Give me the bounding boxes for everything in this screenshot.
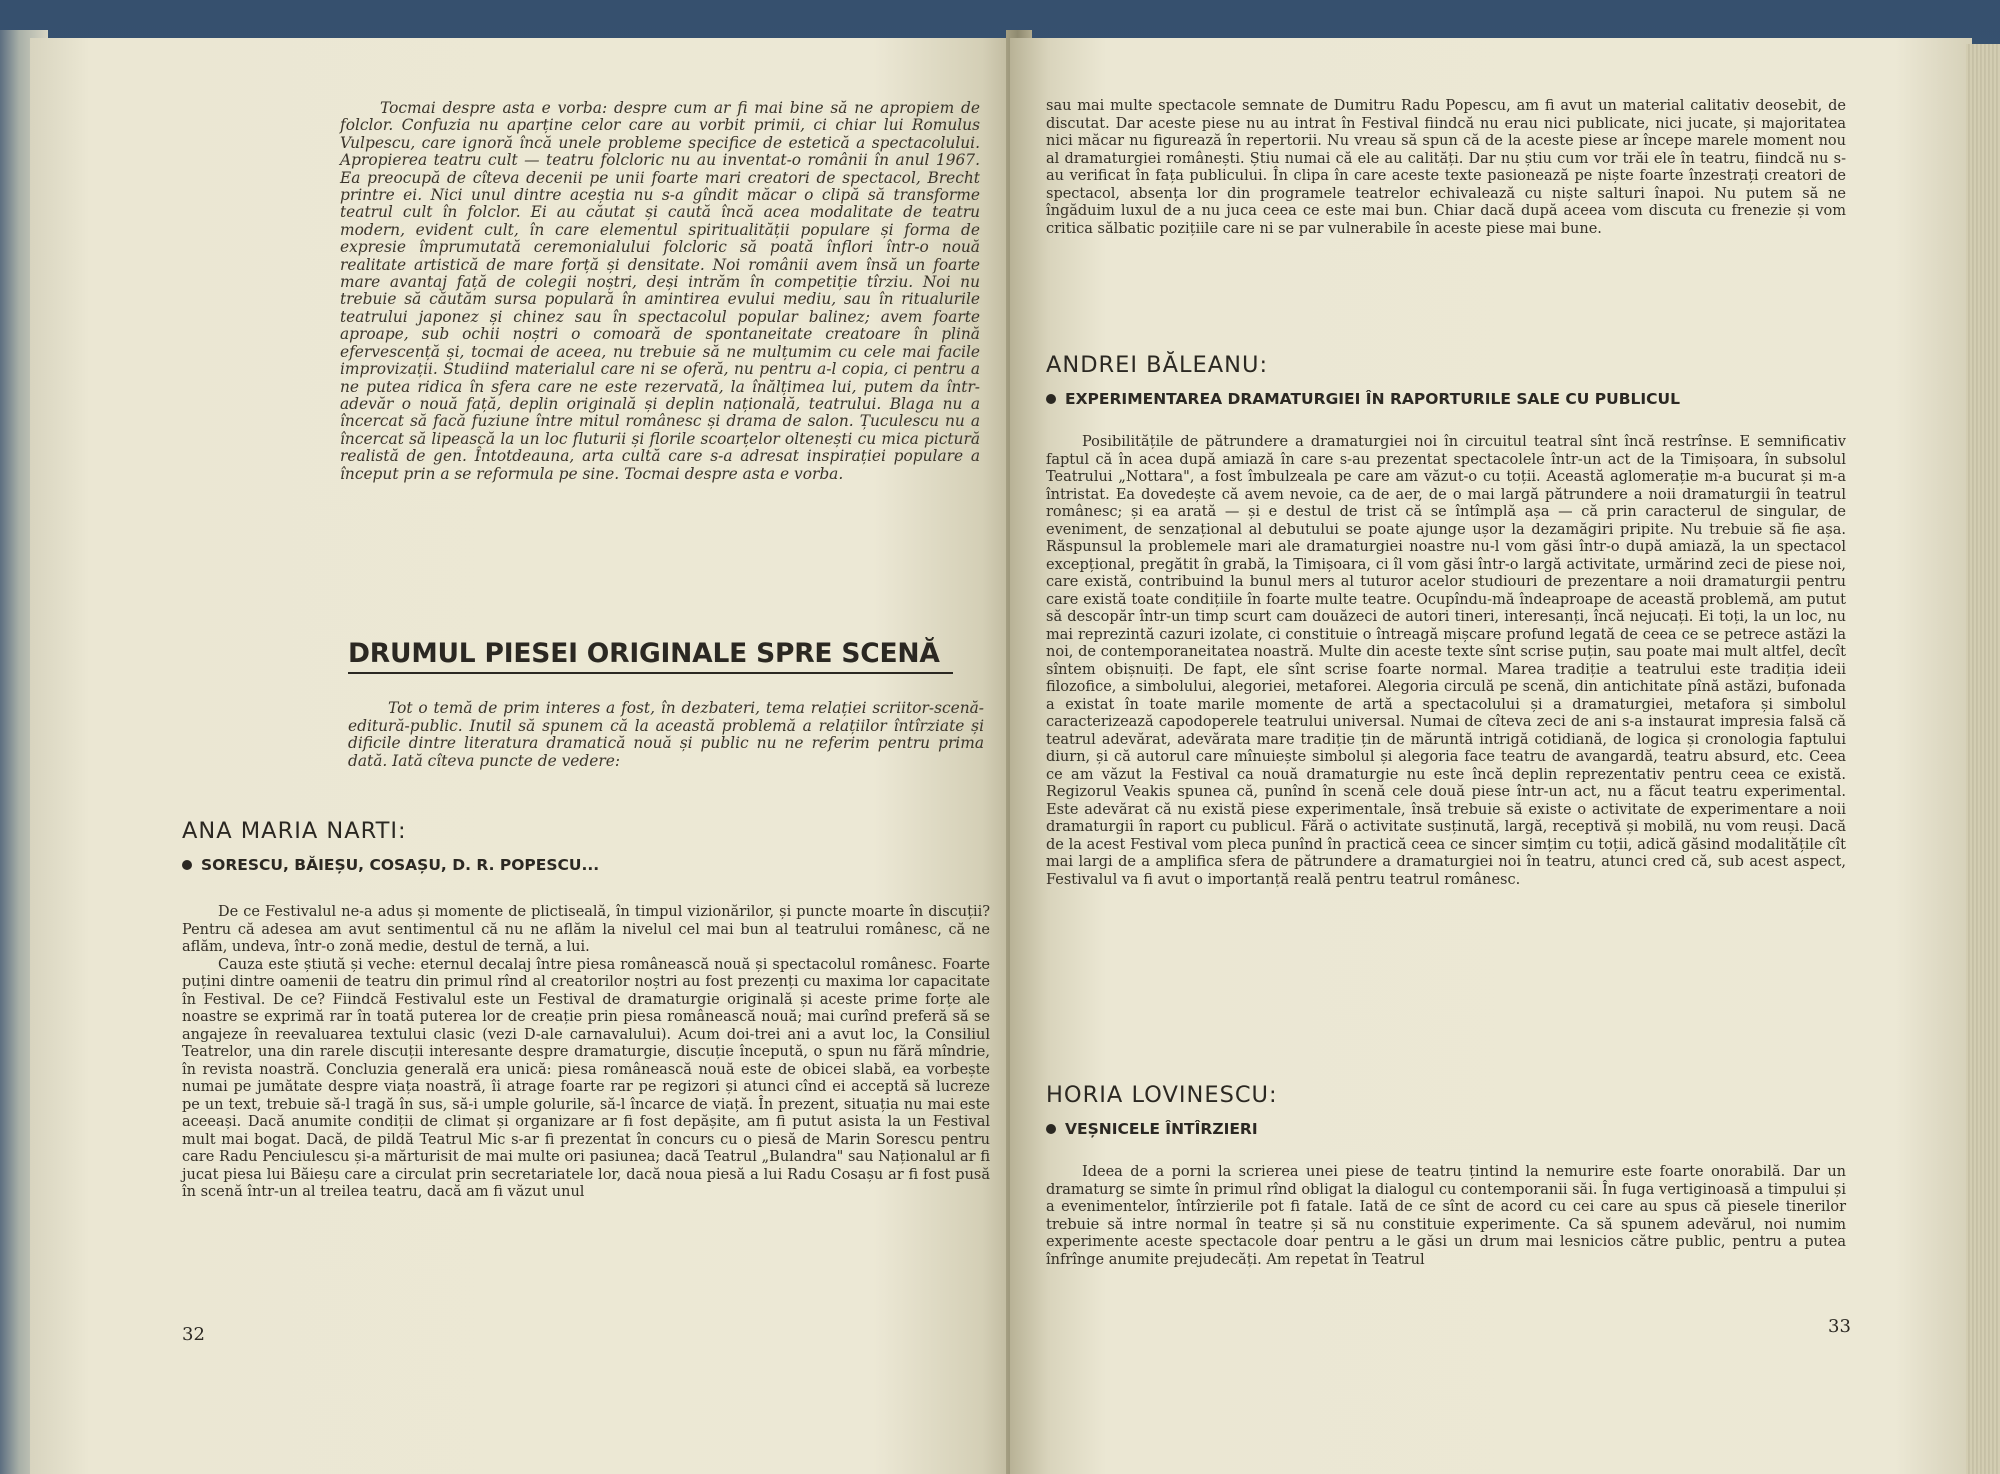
article-body-continued bbox=[1046, 98, 1846, 238]
page-number: 33 bbox=[1828, 1316, 1851, 1337]
subheading bbox=[1046, 1120, 1846, 1138]
right-page bbox=[1010, 38, 1972, 1474]
subheading bbox=[1046, 390, 1866, 408]
section-intro: Tot o temă de prim interes a fost, în dezbateri, tema relației scriitor-scenă-editură-public. Inutil să spunem că la această problemă a relațiilor întîrziate și dificile dintre literatura dramatică nouă și public nu ne referim pentru prima dată. Iată cîteva puncte de vedere: bbox=[348, 699, 984, 770]
article-body bbox=[182, 904, 990, 1202]
paragraph: Ideea de a porni la scrierea unei piese de teatru țintind la nemurire este foarte onorabilă. Dar un dramaturg se simte în primul rînd obligat la dialogul cu contemporanii săi. În fuga vertiginoasă a timpului și a evenimentelor, întîrzierile pot fi fatale. Iată de ce sînt de acord cu cei care au spus că piesele tinerilor trebuie să intre normal în teatre și să nu constituie experimente. Ca să spunem adevărul, noi numim experimente aceste spectacole doar pentru a le găsi un drum mai lesnicios către public, pentru a putea înfrînge anumite prejudecăți. Am repetat în Teatrul bbox=[1046, 1164, 1846, 1268]
author-heading: HORIA LOVINESCU: bbox=[1046, 1082, 1278, 1108]
bullet-icon bbox=[1046, 1124, 1056, 1134]
page-number: 32 bbox=[182, 1324, 205, 1345]
subheading-text: EXPERIMENTAREA DRAMATURGIEI ÎN RAPORTURILE SALE CU PUBLICUL bbox=[1065, 390, 1680, 408]
section-title: DRUMUL PIESEI ORIGINALE SPRE SCENĂ bbox=[348, 638, 953, 674]
article-body bbox=[1046, 434, 1846, 889]
author-heading: ANDREI BĂLEANU: bbox=[1046, 352, 1269, 378]
author-heading: ANA MARIA NARTI: bbox=[182, 818, 407, 844]
paragraph: Posibilitățile de pătrundere a dramaturgiei noi în circuitul teatral sînt încă restrînse. E semnificativ faptul că în acea după amiază în care s-au prezentat spectacolele într-un act de la Timișoara, în subsolul Teatrului „Nottara", a fost îmbulzeala pe care am văzut-o cu toții. Această aglomerație m-a bucurat și m-a întristat. Ea dovedește că avem nevoie, ca de aer, de o mai largă pătrundere a noii dramaturgii în teatrul românesc; și ea arată — și e destul de trist că se întîmplă așa — că prin caracterul de singular, de eveniment, de senzațional al debutului se poate ajunge ușor la dezamăgiri pripite. Nu trebuie să fie așa. Răspunsul la problemele mari ale dramaturgiei noastre nu-l vom găsi într-o după amiază, la un spectacol excepțional, pregătit în grabă, la Timișoara, ci îl vom găsi într-o largă activitate, urmărind zeci de piese noi, care există, contribuind la bunul mers al tuturor acelor studiouri de prezentare a noii dramaturgii pentru care există toate condițiile în foarte multe teatre. Ocupîndu-mă îndeaproape de această problemă, am putut să descopăr într-un timp scurt cam douăzeci de autori tineri, interesanți, încă nejucați. Ei toți, la un loc, nu mai reprezintă cazuri izolate, ci constituie o întreagă mișcare profund legată de ceea ce se petrece astăzi la noi, de contemporaneitatea noastră. Multe din aceste texte sînt scrise puțin, sau poate mai mult altfel, decît sîntem obișnuiți. De fapt, ele sînt scrise foarte normal. Marea tradiție a teatrului este tradiția ideii filozofice, a simbolului, alegoriei, metaforei. Alegoria circulă pe scenă, din antichitate pînă astăzi, bufonada a existat în toate marile momente de artă a spectacolului și a dramaturgiei, metafora și simbolul caracterizează capodoperele teatrului universal. Numai de cîteva zeci de ani s-a instaurat impresia falsă că teatrul adevărat, adevărata mare tradiție țin de măruntă intrigă cotidiană, de logica și cronologia faptului diurn, și că autorul care mînuiește simbolul și alegoria face teatru de avangardă, teatru absurd, etc. Ceea ce am văzut la Festival ca nouă dramaturgie nu este încă deplin reprezentativ pentru ceea ce există. Regizorul Veakis spunea că, punînd în scenă cele două piese într-un act, nu a făcut teatru experimental. Este adevărat că nu există piese experimentale, însă trebuie să existe o activitate de experimentare a noii dramaturgii în raport cu publicul. Fără o activitate susținută, largă, receptivă și mobilă, nu vom reuși. Dacă de la acest Festival vom pleca punînd în practică ceea ce sincer simțim cu toții, adică găsind modalitățile cît mai largi de a amplifica sfera de pătrundere a dramaturgiei noi în teatru, atunci cred că, sub acest aspect, Festivalul va fi avut o importanță reală pentru teatrul românesc. bbox=[1046, 434, 1846, 888]
paragraph: Cauza este știută și veche: eternul decalaj între piesa românească nouă și spectacolul românesc. Foarte puțini dintre oamenii de teatru din primul rînd al creatorilor noștri au fost prezenți cu maxima lor capacitate în Festival. De ce? Fiindcă Festivalul este un Festival de dramaturgie originală și aceste prime forțe ale noastre se exprimă rar în toată puterea lor de creație prin piesa românească nouă; mai curînd preferă să se angajeze în reevaluarea textului clasic (vezi D-ale carnavalului). Acum doi-trei ani a avut loc, la Consiliul Teatrelor, una din rarele discuții interesante despre dramaturgie, discuție începută, o spun nu fără mîndrie, în revista noastră. Concluzia generală era unică: piesa românească nouă este de obicei slabă, ea vorbește numai pe jumătate despre viața noastră, îi atrage foarte rar pe regizori și atunci cînd ei acceptă să lucreze pe un text, trebuie să-l tragă în sus, să-i umple golurile, să-l încarce de viață. În prezent, situația nu mai este aceeași. Dacă anumite condiții de climat și organizare ar fi fost depășite, am fi putut asista la un Festival mult mai bogat. Dacă, de pildă Teatrul Mic s-ar fi prezentat în concurs cu o piesă de Marin Sorescu pentru care Radu Penciulescu și-a mărturisit de mai multe ori pasiunea; dacă Teatrul „Bulandra" sau Naționalul ar fi jucat piesa lui Băieșu care a circulat prin secretariatele lor, dacă noua piesă a lui Radu Cosașu ar fi fost pusă în scenă într-un al treilea teatru, dacă am fi văzut unul bbox=[182, 956, 990, 1200]
left-page bbox=[30, 38, 1022, 1474]
paragraph: sau mai multe spectacole semnate de Dumitru Radu Popescu, am fi avut un material calitativ deosebit, de discutat. Dar aceste piese nu au intrat în Festival fiindcă nu erau nici publicate, nici jucate, și majoritatea nici măcar nu figurează în repertorii. Nu vreau să spun că de la aceste piese ar începe marele moment nou al dramaturgiei românești. Știu numai că ele au calități. Dar nu știu cum vor trăi ele în teatru, fiindcă nu s-au verificat în fața publicului. În clipa în care aceste texte pasionează pe niște foarte înzestrați creatori de spectacol, absența lor din programele teatrelor echivalează cu niște salturi înapoi. Nu putem să ne îngăduim luxul de a nu juca ceea ce este mai bun. Chiar dacă după aceea vom discuta cu frenezie și vom critica sălbatic pozițiile care ni se par vulnerabile în aceste piese mai bune. bbox=[1046, 98, 1846, 237]
subheading-text: SORESCU, BĂIEȘU, COSAȘU, D. R. POPESCU... bbox=[201, 856, 600, 874]
bullet-icon bbox=[1046, 394, 1056, 404]
page-edges bbox=[1966, 44, 2000, 1474]
paragraph: De ce Festivalul ne-a adus și momente de plictiseală, în timpul vizionărilor, și puncte moarte în discuții? Pentru că adesea am avut sentimentul că nu ne aflăm la nivelul cel mai bun al teatrului românesc, că ne aflăm, undeva, într-o zonă medie, destul de ternă, a lui. bbox=[182, 904, 990, 955]
subheading-text: VEȘNICELE ÎNTÎRZIERI bbox=[1065, 1120, 1258, 1138]
bullet-icon bbox=[182, 860, 192, 870]
article-body bbox=[1046, 1164, 1846, 1269]
subheading bbox=[182, 856, 962, 874]
intro-paragraph: Tocmai despre asta e vorba: despre cum ar fi mai bine să ne apropiem de folclor. Confuzia nu aparține celor care au vorbit primii, ci chiar lui Romulus Vulpescu, care ignoră încă unele probleme specifice de estetică a spectacolului. Apropierea teatru cult — teatru folcloric nu au inventat-o românii în anul 1967. Ea preocupă de cîteva decenii pe unii foarte mari creatori de spectacol, Brecht printre ei. Nici unul dintre aceștia nu s-a gîndit măcar o clipă să transforme teatrul cult în folclor. Ei au căutat și caută încă acea modalitate de teatru modern, evident cult, în care elementul spiritualității populare și forma de expresie împrumutată ceremonialului folcloric să poată înflori într-o nouă realitate artistică de mare forță și densitate. Noi românii avem însă un foarte mare avantaj față de colegii noștri, deși intrăm în competiție tîrziu. Noi nu trebuie să căutăm sursa populară în amintirea evului mediu, sau în ritualurile teatrului japonez și chinez sau în spectacolul popular balinez; avem foarte aproape, sub ochii noștri o comoară de spontaneitate creatoare în plină efervescență și, tocmai de aceea, nu trebuie să ne mulțumim cu cele mai facile improvizații. Studiind materialul care ni se oferă, nu pentru a-l copia, ci pentru a ne putea ridica în sfera care ne este rezervată, la înălțimea lui, putem da într-adevăr o nouă față, deplin originală și deplin națională, teatrului. Blaga nu a încercat să facă fuziune între mitul românesc și drama de salon. Țuculescu nu a încercat să lipească la un loc fluturii și florile scoarțelor oltenești cu mica pictură realistă de gen. Întotdeauna, arta cultă care s-a adresat inspirației populare a început prin a se reformula pe sine. Tocmai despre asta e vorba. bbox=[340, 99, 980, 483]
